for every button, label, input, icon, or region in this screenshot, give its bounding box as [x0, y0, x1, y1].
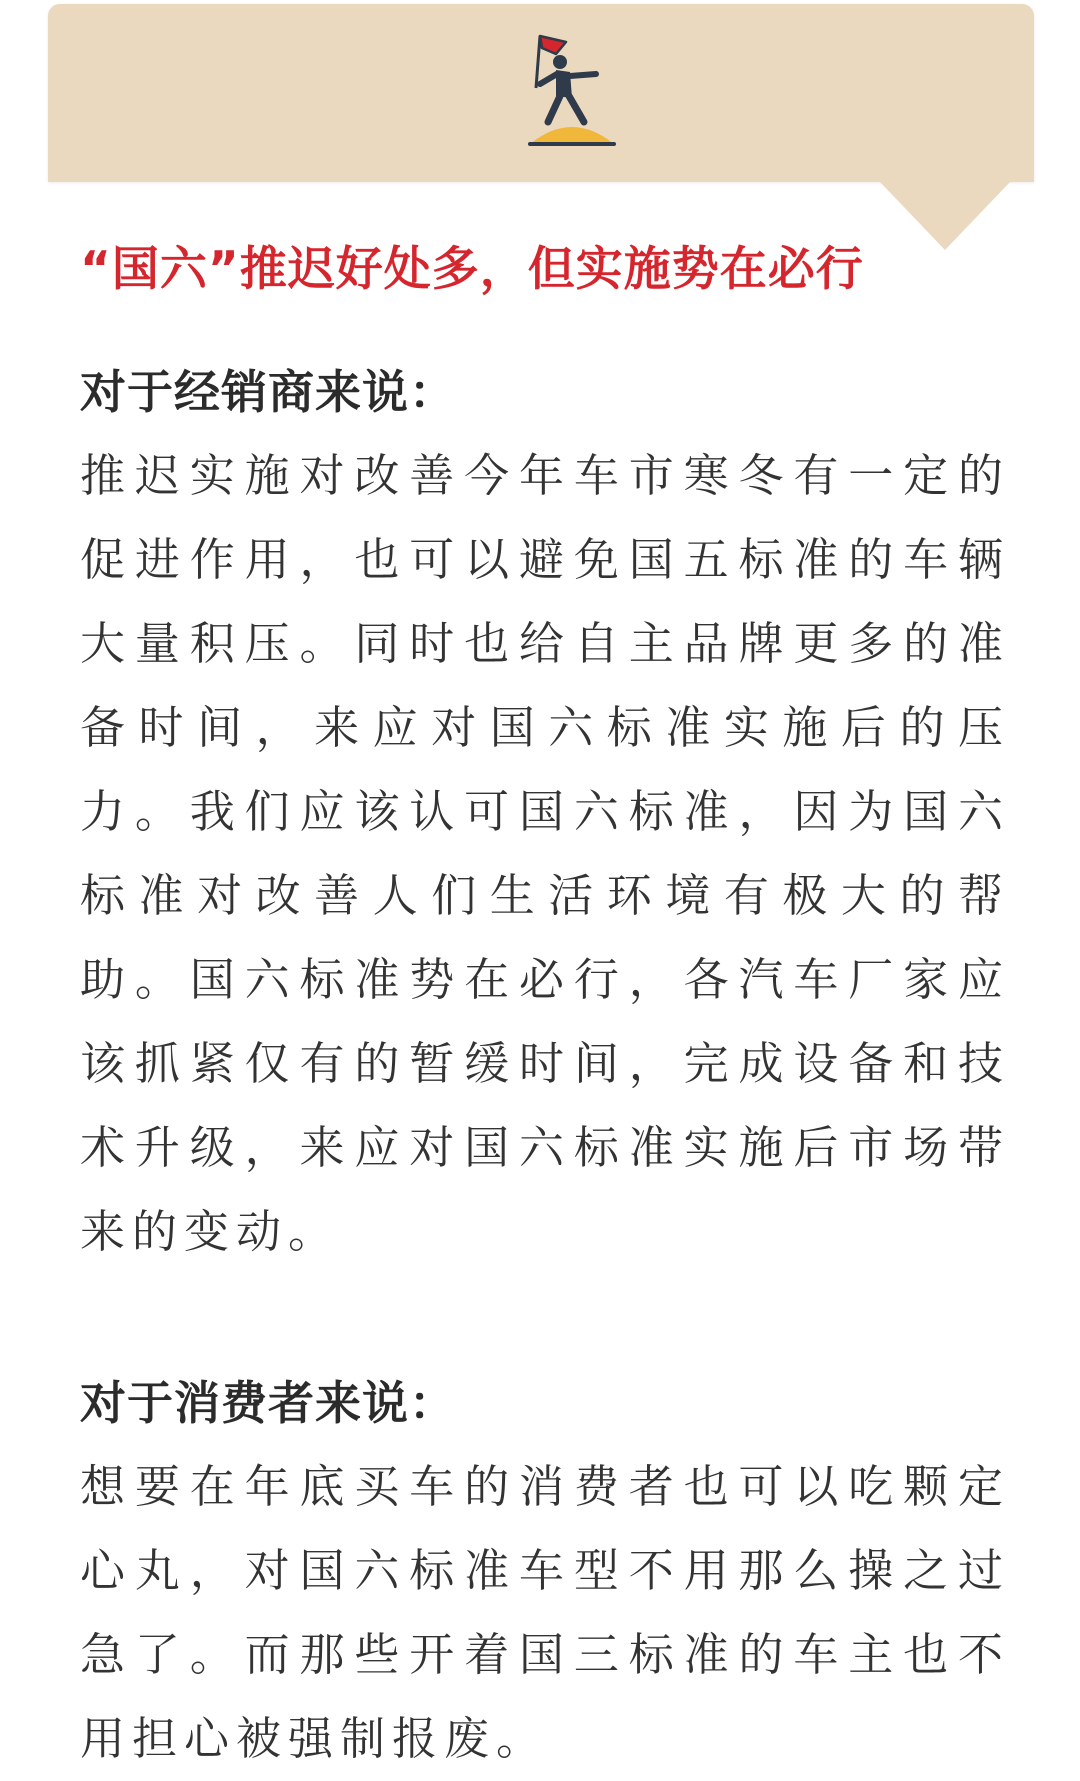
section-body: 推迟实施对改善今年车市寒冬有一定的促进作用，也可以避免国五标准的车辆大量积压。同时也给自主品牌更多的准备时间，来应对国六标准实施后的压力。我们应该认可国六标准，因为国六标准对改善人们生活环境有极大的帮助。国六标准势在必行，各汽车厂家应该抓紧仅有的暂缓时间，完成设备和技术升级，来应对国六标准实施后市场带来的变动。 — [80, 449, 1010, 1258]
summit-flag-person-icon — [526, 32, 618, 150]
dealer-section — [80, 350, 1010, 1274]
consumer-section — [80, 1361, 1010, 1781]
section-title: 对于消费者来说： — [80, 1376, 456, 1430]
banner-pointer — [880, 182, 1010, 250]
header-banner — [48, 4, 1034, 182]
section-title: 对于经销商来说： — [80, 365, 456, 419]
article-content — [80, 350, 1010, 1781]
article-headline: “国六”推迟好处多，但实施势在必行 — [80, 242, 864, 297]
section-spacer — [80, 1274, 1010, 1361]
section-body: 想要在年底买车的消费者也可以吃颗定心丸，对国六标准车型不用那么操之过急了。而那些开着国三标准的车主也不用担心被强制报废。 — [80, 1460, 1010, 1765]
